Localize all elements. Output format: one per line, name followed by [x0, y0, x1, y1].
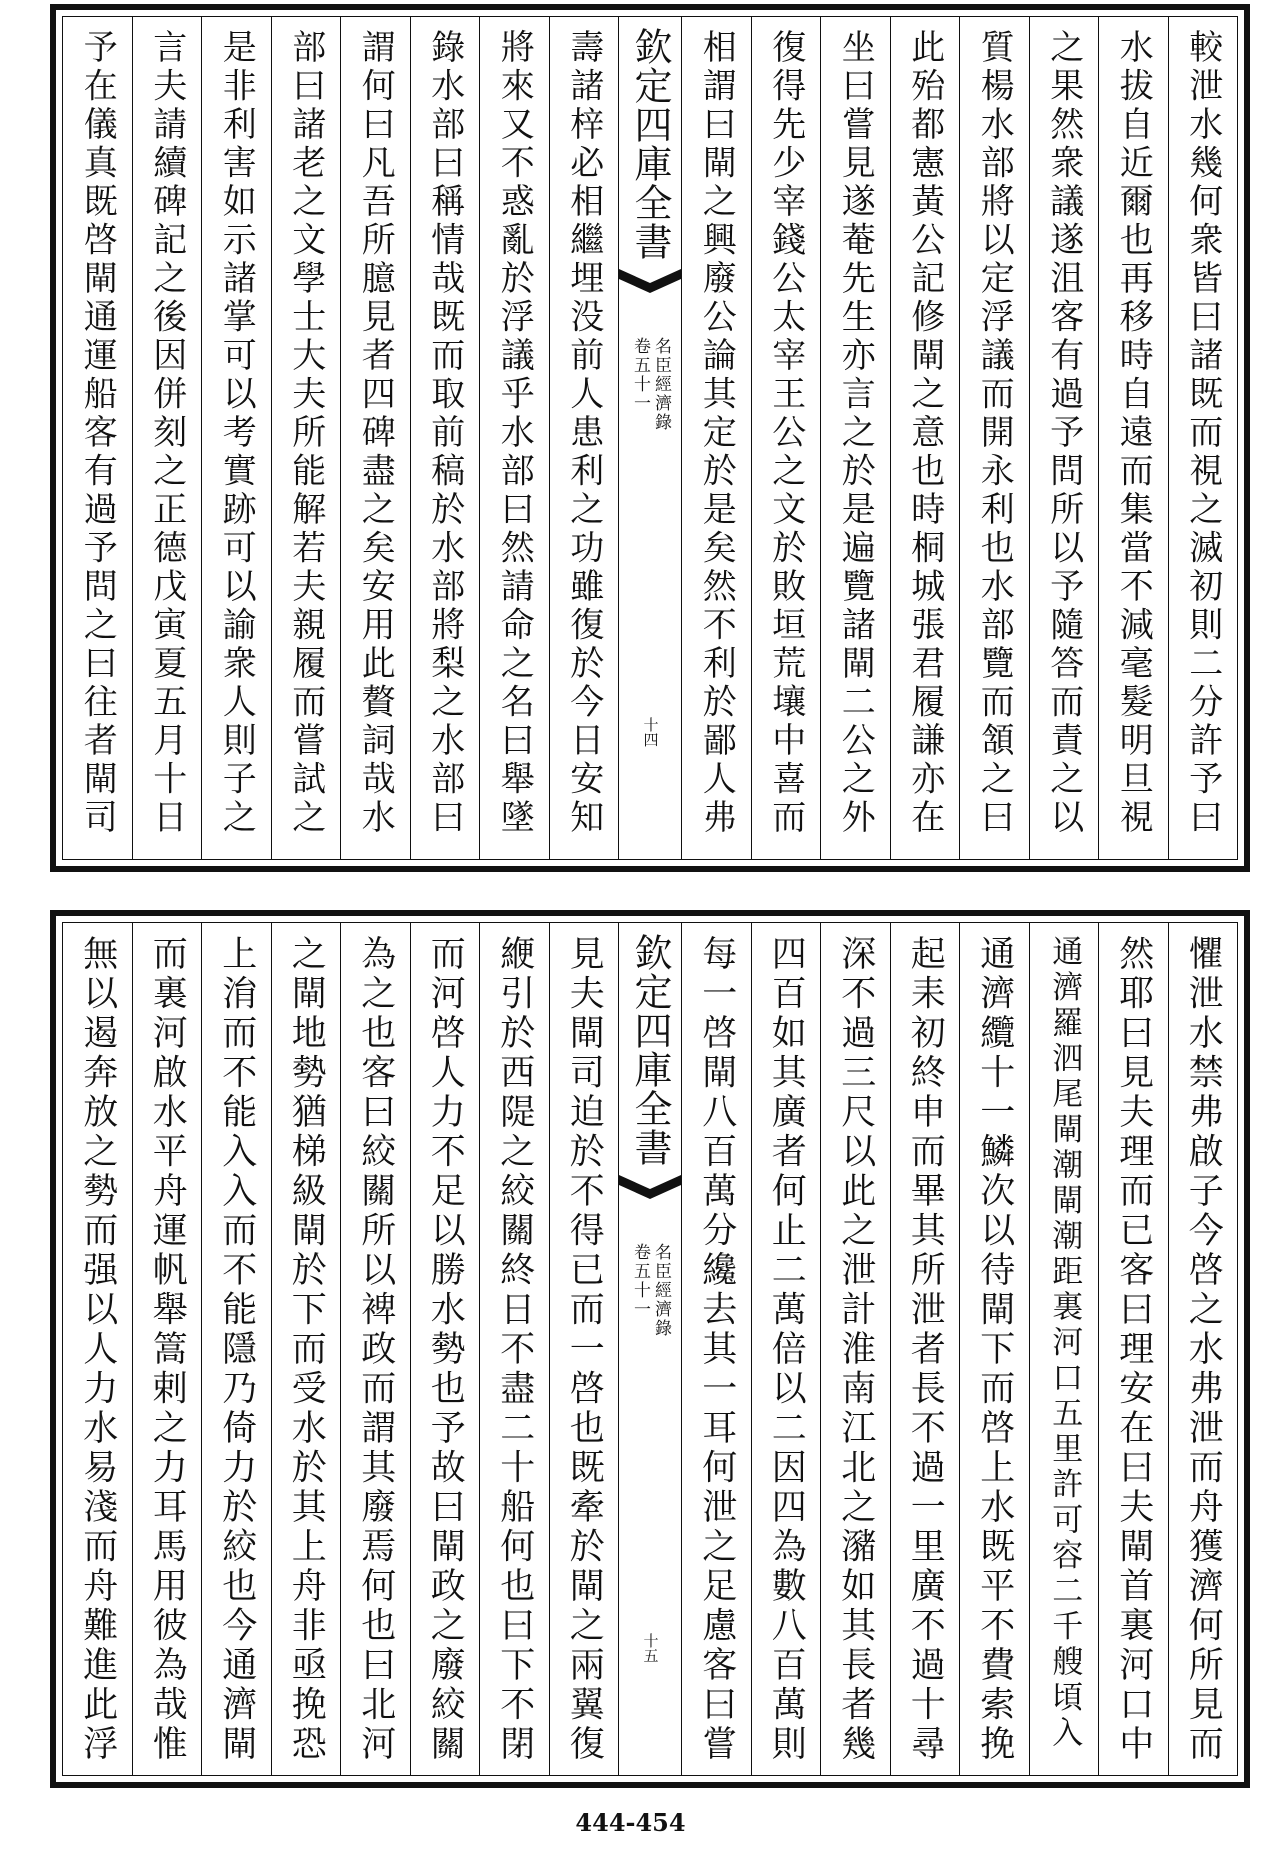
volume-label: 卷五十一: [630, 337, 650, 413]
text-line: 錄水部曰稱情哉既而取前稿於水部將梨之水部曰: [424, 29, 465, 838]
bottom-center-gutter: [618, 923, 681, 1775]
book-title: 名臣經濟錄: [651, 1243, 671, 1338]
book-series-title: 欽定四庫全書: [628, 27, 672, 261]
text-line: 部曰諸老之文學士大夫所能解若夫親履而嘗試之: [285, 29, 326, 838]
text-line: 然耶曰見夫理而已客曰理安在曰夫閘首裏河口中: [1113, 935, 1154, 1765]
fish-tail-ornament: [619, 1173, 681, 1201]
bottom-text-column: [681, 923, 751, 1775]
top-text-column: [959, 17, 1029, 859]
top-text-column: [201, 17, 271, 859]
leaf-number: 十五: [641, 1633, 660, 1663]
fish-tail-ornament: [619, 267, 681, 295]
text-line: 水拔自近爾也再移時自遠而集當不減毫髮明旦視: [1113, 29, 1154, 838]
bottom-text-column: [201, 923, 271, 1775]
book-series-title: 欽定四庫全書: [628, 933, 672, 1167]
top-text-column: [681, 17, 751, 859]
volume-label: 卷五十一: [630, 1243, 650, 1319]
text-line: 見夫閘司迫於不得已而一啓也既牽於閘之兩翼復: [564, 935, 605, 1765]
gutter-meta: [631, 337, 669, 432]
text-line: 質楊水部將以定浮議而開永利也水部覽而頷之曰: [974, 29, 1015, 838]
bottom-text-column: [271, 923, 341, 1775]
text-line: 無以遏奔放之勢而强以人力水易淺而舟難進此浮: [77, 935, 118, 1765]
text-line: 上㳙而不能入入而不能隱乃倚力於絞也今通濟閘: [216, 935, 257, 1765]
bottom-page-text-block: [62, 922, 1238, 1776]
bottom-text-column: [410, 923, 480, 1775]
bottom-text-column: [959, 923, 1029, 1775]
text-line: 予在儀真既啓閘通運船客有過予問之曰往者閘司: [77, 29, 118, 838]
leaf-number: 十四: [641, 717, 660, 747]
bottom-text-column: [549, 923, 619, 1775]
top-text-column: [63, 17, 132, 859]
text-line: 較泄水幾何衆皆曰諸既而視之滅初則二分許予曰: [1182, 29, 1223, 838]
top-page-panel: [50, 4, 1250, 872]
text-line: 復得先少宰錢公太宰王公之文於敗垣荒壤中喜而: [765, 29, 806, 838]
top-text-column: [1098, 17, 1168, 859]
bottom-text-column: [751, 923, 821, 1775]
top-text-column: [1168, 17, 1238, 859]
text-line: 之閘地勢猶梯級閘於下而受水於其上舟非亟挽恐: [286, 935, 327, 1765]
top-page-text-block: [62, 16, 1238, 860]
text-line: 坐曰嘗見遂菴先生亦言之於是遍覽諸閘二公之外: [835, 29, 876, 838]
text-line: 是非利害如示諸掌可以考實跡可以諭衆人則子之: [216, 29, 257, 838]
top-text-column: [890, 17, 960, 859]
bottom-page-panel: [50, 910, 1250, 1788]
text-line: 而裏河啟水平舟運帆舉篙剌之力耳馬用彼為哉惟: [147, 935, 188, 1765]
top-text-column: [820, 17, 890, 859]
text-line: 相謂曰閘之興廢公論其定於是矣然不利於鄙人弗: [696, 29, 737, 838]
text-line: 通濟纜十一鱗次以待閘下而啓上水既平不費索挽: [974, 935, 1015, 1765]
top-text-column: [340, 17, 410, 859]
text-line: 此殆都憲黃公記修閘之意也時桐城張君履謙亦在: [904, 29, 945, 838]
text-line: 起耒初終申而畢其所泄者長不過一里廣不過十尋: [905, 935, 946, 1765]
page-number: 444-454: [575, 1808, 686, 1837]
bottom-text-column: [340, 923, 410, 1775]
bottom-text-column: [132, 923, 202, 1775]
text-line: 深不過三尺以此之泄計淮南江北之瀦如其長者幾: [835, 935, 876, 1765]
text-line: 每一啓閘八百萬分纔去其一耳何泄之足慮客曰嘗: [696, 935, 737, 1765]
top-text-column: [132, 17, 202, 859]
bottom-text-column: [890, 923, 960, 1775]
text-line: 懼泄水禁弗啟子今啓之水弗泄而舟獲濟何所見而: [1183, 935, 1224, 1765]
top-center-gutter: [618, 17, 681, 859]
top-text-column: [410, 17, 480, 859]
text-line: 通濟羅泗尾閘潮閘潮距裏河口五里許可容二千艘頃入: [1046, 935, 1083, 1752]
text-line: 之果然衆議遂沮客有過予問所以予隨答而責之以: [1043, 29, 1084, 838]
gutter-meta: [631, 1243, 669, 1338]
text-line: 四百如其廣者何止二萬倍以二因四為數八百萬則: [766, 935, 807, 1765]
top-text-column: [1029, 17, 1099, 859]
bottom-text-column: [1168, 923, 1238, 1775]
text-line: 將來又不惑亂於浮議乎水部曰然請命之名曰舉墜: [494, 29, 535, 838]
text-line: 壽諸梓必相繼埋没前人患利之功雖復於今日安知: [563, 29, 604, 838]
bottom-text-column: [479, 923, 549, 1775]
text-line: 緶引於西隄之絞關終日不盡二十船何也曰下不閉: [494, 935, 535, 1765]
text-line: 言夫請續碑記之後因併刻之正德戊寅夏五月十日: [146, 29, 187, 838]
text-line: 為之也客曰絞關所以裨政而謂其廢焉何也曰北河: [355, 935, 396, 1765]
top-text-column: [549, 17, 619, 859]
bottom-text-column: [1029, 923, 1099, 1775]
top-text-column: [271, 17, 341, 859]
text-line: 而河啓人力不足以勝水勢也予故曰閘政之廢絞關: [425, 935, 466, 1765]
bottom-text-column: [63, 923, 132, 1775]
book-title: 名臣經濟錄: [651, 337, 671, 432]
top-text-column: [751, 17, 821, 859]
top-text-column: [479, 17, 549, 859]
bottom-text-column: [820, 923, 890, 1775]
text-line: 謂何曰凡吾所臆見者四碑盡之矣安用此贅詞哉水: [355, 29, 396, 838]
bottom-text-column: [1098, 923, 1168, 1775]
